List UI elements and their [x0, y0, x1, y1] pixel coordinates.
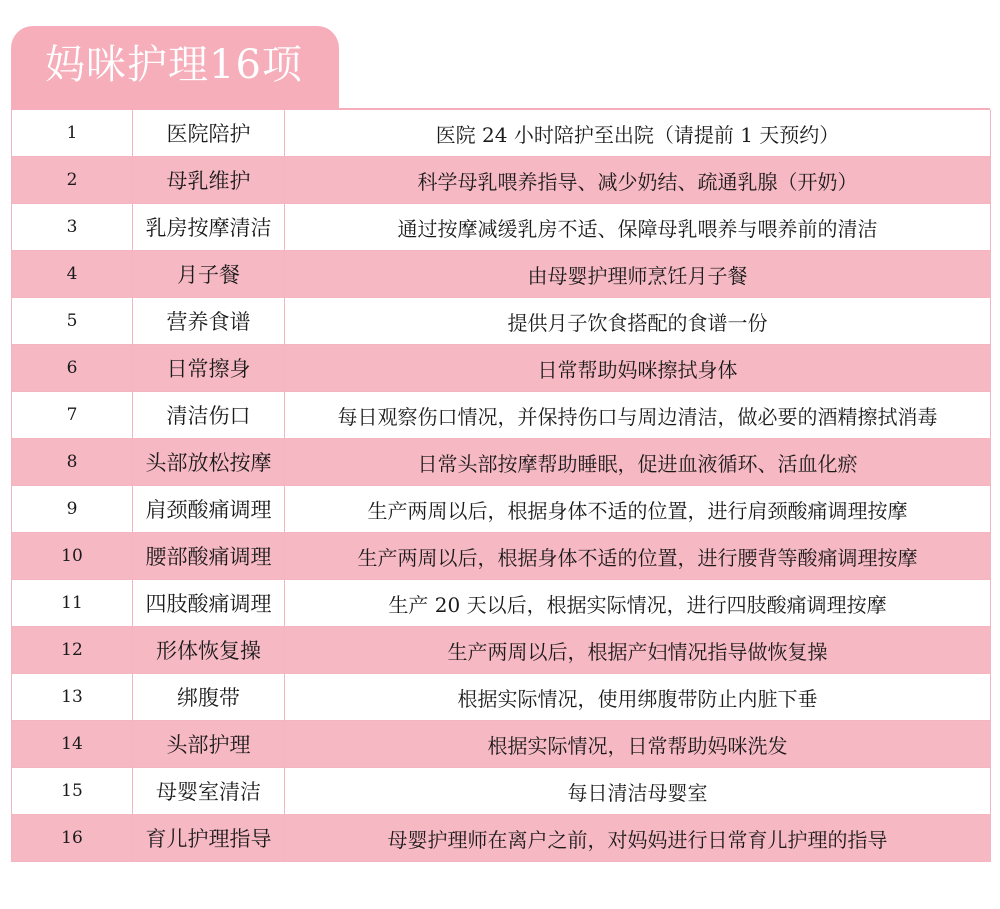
row-number: 10 — [12, 533, 133, 580]
care-items-table — [11, 108, 990, 862]
table-row — [12, 204, 991, 251]
row-number: 4 — [12, 251, 133, 298]
table-row — [12, 721, 991, 768]
item-name: 腰部酸痛调理 — [133, 533, 285, 580]
page-title: 妈咪护理16项 — [45, 42, 303, 88]
item-description: 生产两周以后，根据身体不适的位置，进行腰背等酸痛调理按摩 — [285, 533, 991, 580]
row-number: 16 — [12, 815, 133, 862]
table-row — [12, 345, 991, 392]
row-number: 3 — [12, 204, 133, 251]
table-row — [12, 157, 991, 204]
item-description: 日常帮助妈咪擦拭身体 — [285, 345, 991, 392]
item-description: 日常头部按摩帮助睡眠，促进血液循环、活血化瘀 — [285, 439, 991, 486]
item-description: 由母婴护理师烹饪月子餐 — [285, 251, 991, 298]
item-name: 四肢酸痛调理 — [133, 580, 285, 627]
row-number: 6 — [12, 345, 133, 392]
table-row — [12, 815, 991, 862]
item-name: 肩颈酸痛调理 — [133, 486, 285, 533]
table-row — [12, 627, 991, 674]
item-description: 母婴护理师在离户之前，对妈妈进行日常育儿护理的指导 — [285, 815, 991, 862]
row-number: 11 — [12, 580, 133, 627]
item-description: 医院 24 小时陪护至出院（请提前 1 天预约） — [285, 110, 991, 157]
table-row — [12, 110, 991, 157]
row-number: 9 — [12, 486, 133, 533]
item-name: 日常擦身 — [133, 345, 285, 392]
item-name: 母婴室清洁 — [133, 768, 285, 815]
item-description: 科学母乳喂养指导、减少奶结、疏通乳腺（开奶） — [285, 157, 991, 204]
table-row — [12, 674, 991, 721]
item-name: 形体恢复操 — [133, 627, 285, 674]
table-row — [12, 580, 991, 627]
item-description: 生产两周以后，根据产妇情况指导做恢复操 — [285, 627, 991, 674]
item-name: 月子餐 — [133, 251, 285, 298]
item-name: 乳房按摩清洁 — [133, 204, 285, 251]
item-name: 育儿护理指导 — [133, 815, 285, 862]
item-description: 提供月子饮食搭配的食谱一份 — [285, 298, 991, 345]
item-description: 生产两周以后，根据身体不适的位置，进行肩颈酸痛调理按摩 — [285, 486, 991, 533]
table-row — [12, 533, 991, 580]
table-row — [12, 298, 991, 345]
table-row — [12, 392, 991, 439]
row-number: 13 — [12, 674, 133, 721]
item-name: 医院陪护 — [133, 110, 285, 157]
item-name: 母乳维护 — [133, 157, 285, 204]
row-number: 2 — [12, 157, 133, 204]
row-number: 1 — [12, 110, 133, 157]
table-row — [12, 439, 991, 486]
item-name: 头部放松按摩 — [133, 439, 285, 486]
item-name: 绑腹带 — [133, 674, 285, 721]
title-tab — [11, 26, 339, 108]
item-description: 每日观察伤口情况，并保持伤口与周边清洁，做必要的酒精擦拭消毒 — [285, 392, 991, 439]
row-number: 7 — [12, 392, 133, 439]
table-row — [12, 768, 991, 815]
item-description: 根据实际情况，日常帮助妈咪洗发 — [285, 721, 991, 768]
row-number: 12 — [12, 627, 133, 674]
care-table — [11, 110, 991, 862]
row-number: 15 — [12, 768, 133, 815]
row-number: 5 — [12, 298, 133, 345]
row-number: 14 — [12, 721, 133, 768]
item-name: 头部护理 — [133, 721, 285, 768]
item-description: 根据实际情况，使用绑腹带防止内脏下垂 — [285, 674, 991, 721]
item-description: 通过按摩减缓乳房不适、保障母乳喂养与喂养前的清洁 — [285, 204, 991, 251]
table-row — [12, 486, 991, 533]
item-description: 生产 20 天以后，根据实际情况，进行四肢酸痛调理按摩 — [285, 580, 991, 627]
table-row — [12, 251, 991, 298]
row-number: 8 — [12, 439, 133, 486]
table-body — [12, 110, 991, 862]
item-description: 每日清洁母婴室 — [285, 768, 991, 815]
item-name: 营养食谱 — [133, 298, 285, 345]
item-name: 清洁伤口 — [133, 392, 285, 439]
